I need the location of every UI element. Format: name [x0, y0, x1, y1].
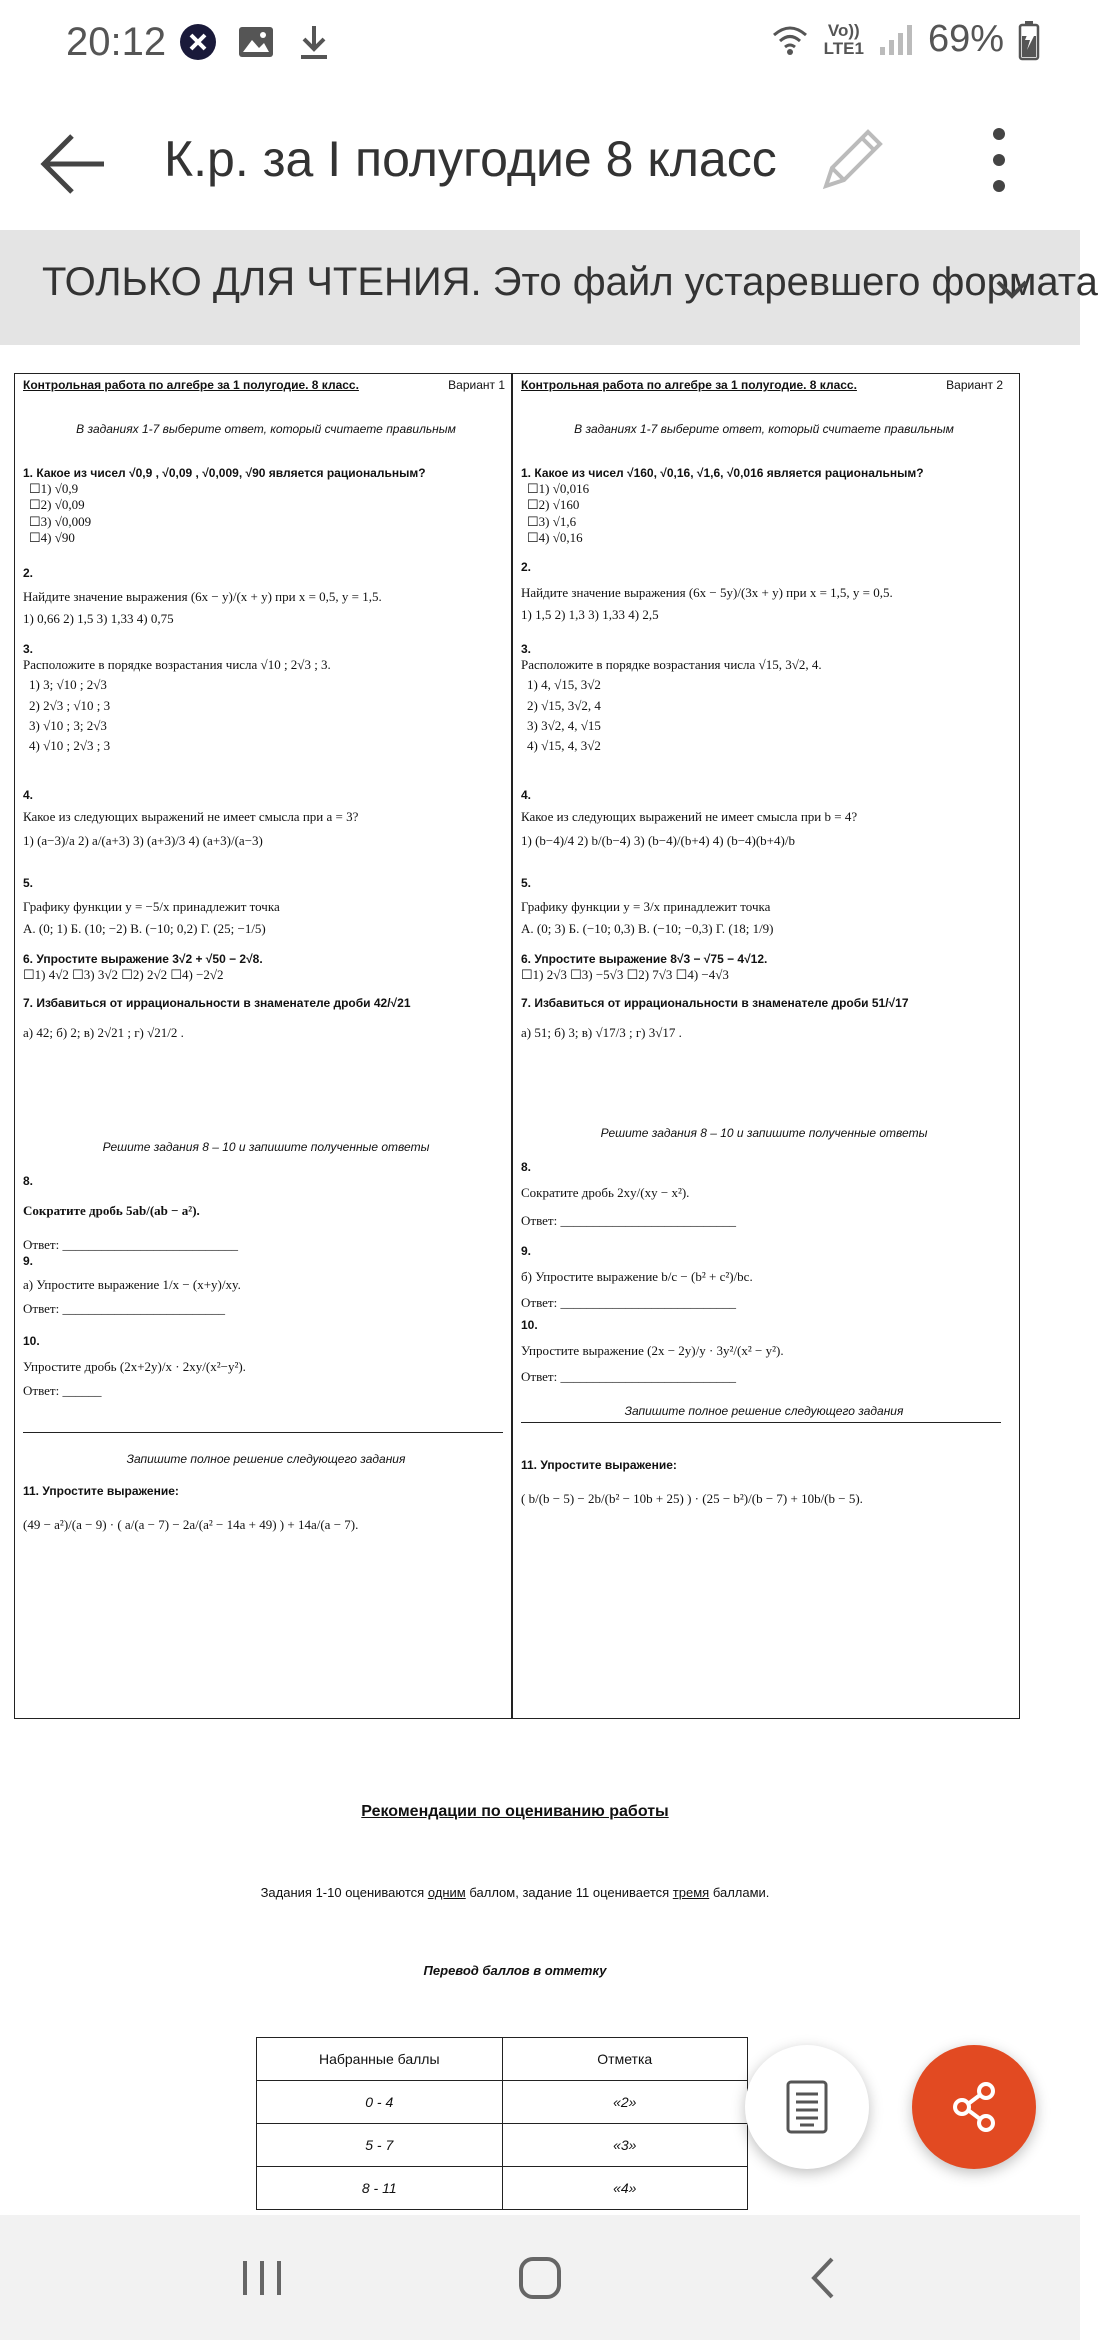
question-text: Графику функции y = −5/x принадлежит точка [23, 899, 280, 914]
more-vert-icon [964, 120, 1034, 200]
instruction: В заданиях 1-7 выберите ответ, который считаете правильным [574, 422, 954, 436]
variant-2-column [517, 374, 1011, 1718]
question-text: 6. Упростите выражение 8√3 − √75 − 4√12. [521, 952, 768, 966]
edit-button[interactable] [812, 120, 892, 200]
option: ☐4) √0,16 [527, 529, 583, 545]
wifi-icon [770, 23, 810, 57]
question-number: 10. [23, 1334, 40, 1348]
section-divider [23, 1432, 503, 1433]
recommendations-text [0, 1885, 1030, 1900]
question-11 [23, 1484, 509, 1533]
rec-text-part: тремя [672, 1885, 710, 1900]
recent-apps-icon [237, 2255, 287, 2301]
back-button[interactable] [36, 124, 116, 204]
question-text: 1. Какое из чисел √0,9 , √0,09 , √0,009, √90 является рациональным? [23, 466, 426, 480]
question-3 [521, 642, 1007, 754]
answer-line: Ответ: ___________________________ [521, 1369, 736, 1385]
question-text: 11. Упростите выражение: [521, 1458, 677, 1472]
question-4 [521, 788, 1007, 850]
option: 2) 2√3 ; √10 ; 3 [29, 697, 111, 713]
option: 4) √15, 4, 3√2 [527, 738, 601, 753]
variant-label: Вариант 2 [946, 378, 1003, 392]
recommendations-title: Рекомендации по оцениванию работы [361, 1803, 669, 1820]
options: 1) 0,66 2) 1,5 3) 1,33 4) 0,75 [23, 611, 174, 627]
question-text: Упростите выражение (2x − 2y)/y · 3y²/(x² − y²). [521, 1343, 784, 1358]
question-text: Какое из следующих выражений не имеет смысла при a = 3? [23, 809, 359, 824]
table-cell: 8 - 11 [257, 2167, 503, 2210]
table-row [257, 2167, 748, 2210]
status-right [770, 18, 1040, 61]
back-nav-button[interactable] [782, 2243, 862, 2313]
lte-label: LTE1 [823, 38, 864, 58]
table-header-row [257, 2038, 748, 2081]
question-text: Упростите дробь (2x+2y)/x · 2xy/(x²−y²). [23, 1359, 246, 1374]
option: 1) 3; √10 ; 2√3 [29, 677, 107, 693]
answer-line: Ответ: ______ [23, 1383, 102, 1399]
read-only-banner[interactable] [0, 230, 1098, 345]
question-8 [521, 1160, 1007, 1230]
question-3 [23, 642, 509, 754]
question-text: Сократите дробь 2xy/(xy − x²). [521, 1185, 690, 1200]
option: ☐2) √160 [527, 497, 580, 513]
question-text: а) Упростите выражение 1/x − (x+y)/xy. [23, 1277, 241, 1292]
back-nav-icon [802, 2253, 842, 2303]
question-text: 7. Избавиться от иррациональности в знаменателе дроби 51/√17 [521, 996, 909, 1010]
options: А. (0; 3) Б. (−10; 0,3) В. (−10; −0,3) Г. (18; 1/9) [521, 921, 774, 937]
chevron-down-icon [984, 260, 1040, 316]
test-sheet [14, 373, 1020, 1719]
grade-table [256, 2037, 748, 2210]
app-bar [0, 90, 1080, 230]
question-text: Найдите значение выражения (6x − y)/(x + y) при x = 0,5, y = 1,5. [23, 589, 382, 604]
expression: (49 − a²)/(a − 9) · ( a/(a − 7) − 2a/(a² − 14a + 49) ) + 14a/(a − 7). [23, 1517, 359, 1532]
question-5 [23, 876, 509, 938]
battery-percent: 69% [927, 18, 1004, 60]
status-bar [0, 0, 1080, 90]
recent-apps-button[interactable] [222, 2243, 302, 2313]
battery-icon [1018, 20, 1040, 60]
options: 1) (b−4)/4 2) b/(b−4) 3) (b−4)/(b+4) 4) (b−4)(b+4)/b [521, 833, 795, 849]
option: ☐3) √0,009 [29, 513, 92, 529]
options: 1) (a−3)/a 2) a/(a+3) 3) (a+3)/3 4) (a+3)/(a−3) [23, 833, 263, 849]
question-10 [521, 1318, 1007, 1386]
question-text: Сократите дробь 5ab/(ab − a²). [23, 1203, 200, 1218]
arrow-back-icon [36, 124, 116, 204]
rec-text-part: баллами. [709, 1885, 770, 1900]
read-only-text: ТОЛЬКО ДЛЯ ЧТЕНИЯ. Это файл устаревшего формата [42, 260, 1098, 304]
notification-icons [178, 22, 334, 62]
question-number: 9. [521, 1244, 532, 1258]
answer-line: Ответ: ___________________________ [521, 1295, 736, 1311]
variant-label: Вариант 1 [448, 378, 505, 392]
image-icon [236, 22, 276, 62]
question-1 [521, 466, 1007, 546]
rec-text-part: Задания 1-10 оцениваются [260, 1885, 428, 1900]
header-title: Контрольная работа по алгебре за 1 полугодие. 8 класс. [521, 378, 857, 392]
pencil-icon [812, 120, 892, 200]
question-text: 7. Избавиться от иррациональности в знаменателе дроби 42/√21 [23, 996, 411, 1010]
rec-text-part: баллом, задание 11 оценивается [465, 1885, 673, 1900]
system-nav-bar [0, 2215, 1080, 2340]
question-9 [521, 1244, 1007, 1312]
question-7 [23, 996, 509, 1041]
question-number: 4. [521, 788, 532, 802]
view-mode-button[interactable] [745, 2045, 869, 2169]
question-number: 2. [23, 566, 34, 580]
option: ☐1) √0,016 [527, 481, 590, 496]
document-viewer[interactable] [0, 345, 1080, 2215]
question-text: 6. Упростите выражение 3√2 + √50 − 2√8. [23, 952, 263, 966]
question-7 [521, 996, 1007, 1041]
question-4 [23, 788, 509, 850]
variant-1-header [23, 378, 509, 393]
variant-2-header [521, 378, 1007, 393]
question-6 [23, 952, 509, 983]
question-text: 1. Какое из чисел √160, √0,16, √1,6, √0,016 является рациональным? [521, 466, 924, 480]
question-number: 8. [521, 1160, 532, 1174]
share-button[interactable] [912, 2045, 1036, 2169]
option: 3) √10 ; 3; 2√3 [29, 717, 107, 733]
question-text: б) Упростите выражение b/c − (b² + c²)/bc. [521, 1269, 753, 1284]
header-title: Контрольная работа по алгебре за 1 полугодие. 8 класс. [23, 378, 359, 392]
table-cell: 5 - 7 [257, 2124, 503, 2167]
conversion-title: Перевод баллов в отметку [423, 1963, 607, 1978]
network-label [824, 22, 864, 58]
option: 2) √15, 3√2, 4 [527, 697, 601, 713]
question-9 [23, 1254, 509, 1318]
table-cell: 0 - 4 [257, 2081, 503, 2124]
home-button[interactable] [500, 2243, 580, 2313]
table-cell: «4» [502, 2167, 748, 2210]
question-8 [23, 1174, 509, 1254]
instruction-3: Запишите полное решение следующего задания [624, 1404, 904, 1418]
answer-line: Ответ: ___________________________ [23, 1237, 238, 1253]
instruction: В заданиях 1-7 выберите ответ, который считаете правильным [76, 422, 456, 436]
option: 4) √10 ; 2√3 ; 3 [29, 738, 111, 753]
document-icon [785, 2079, 829, 2135]
option: ☐1) √0,9 [29, 481, 79, 496]
volte-label: Vo)) [827, 20, 860, 40]
question-2 [23, 566, 509, 628]
question-text: Расположите в порядке возрастания числа √10 ; 2√3 ; 3. [23, 657, 331, 672]
expression: ( b/(b − 5) − 2b/(b² − 10b + 25) ) · (25 − b²)/(b − 7) + 10b/(b − 5). [521, 1491, 863, 1506]
status-time: 20:12 [66, 20, 167, 64]
question-text: Расположите в порядке возрастания числа √15, 3√2, 4. [521, 657, 822, 672]
options: ☐1) 4√2 ☐3) 3√2 ☐2) 2√2 ☐4) −2√2 [23, 967, 224, 982]
question-11 [521, 1458, 1007, 1507]
options: А. (0; 1) Б. (10; −2) В. (−10; 0,2) Г. (25; −1/5) [23, 921, 266, 937]
app-notification-icon [178, 22, 218, 62]
home-icon [515, 2253, 565, 2303]
banner-expand-button[interactable] [984, 260, 1040, 316]
question-number: 8. [23, 1174, 34, 1188]
question-number: 9. [23, 1254, 34, 1268]
variant-1-column [19, 374, 513, 1718]
instruction-3: Запишите полное решение следующего задания [126, 1452, 406, 1466]
instruction-2: Решите задания 8 – 10 и запишите полученные ответы [600, 1126, 928, 1140]
signal-icon [878, 23, 914, 57]
question-5 [521, 876, 1007, 938]
question-text: Графику функции y = 3/x принадлежит точка [521, 899, 771, 914]
question-number: 5. [23, 876, 34, 890]
share-icon [944, 2077, 1004, 2137]
table-cell: «3» [502, 2124, 748, 2167]
table-row [257, 2124, 748, 2167]
option: ☐3) √1,6 [527, 513, 577, 529]
question-number: 3. [23, 642, 34, 656]
section-divider [521, 1422, 1001, 1423]
options: ☐1) 2√3 ☐3) −5√3 ☐2) 7√3 ☐4) −4√3 [521, 967, 729, 982]
download-icon [294, 22, 334, 62]
answer-line: Ответ: _________________________ [23, 1301, 225, 1317]
question-text: Найдите значение выражения (6x − 5y)/(3x + y) при x = 1,5, y = 0,5. [521, 585, 893, 600]
table-header: Набранные баллы [257, 2038, 503, 2081]
options: 1) 1,5 2) 1,3 3) 1,33 4) 2,5 [521, 607, 659, 623]
option: ☐2) √0,09 [29, 497, 85, 513]
question-number: 5. [521, 876, 532, 890]
question-text: 11. Упростите выражение: [23, 1484, 179, 1498]
table-row [257, 2081, 748, 2124]
options: а) 51; б) 3; в) √17/3 ; г) 3√17 . [521, 1025, 682, 1040]
rec-text-part: одним [427, 1885, 466, 1900]
question-number: 2. [521, 560, 532, 574]
question-number: 4. [23, 788, 34, 802]
options: а) 42; б) 2; в) 2√21 ; г) √21/2 . [23, 1025, 184, 1040]
option: 3) 3√2, 4, √15 [527, 717, 601, 733]
option: ☐4) √90 [29, 529, 75, 545]
table-header: Отметка [502, 2038, 748, 2081]
document-title: К.р. за I полугодие 8 класс [164, 131, 777, 187]
question-text: Какое из следующих выражений не имеет смысла при b = 4? [521, 809, 858, 824]
option: 1) 4, √15, 3√2 [527, 677, 601, 693]
table-cell: «2» [502, 2081, 748, 2124]
question-10 [23, 1334, 509, 1400]
question-6 [521, 952, 1007, 983]
question-2 [521, 560, 1007, 624]
answer-line: Ответ: ___________________________ [521, 1213, 736, 1229]
more-options-button[interactable] [964, 120, 1034, 200]
question-number: 10. [521, 1318, 538, 1332]
instruction-2: Решите задания 8 – 10 и запишите полученные ответы [102, 1140, 430, 1154]
question-number: 3. [521, 642, 532, 656]
question-1 [23, 466, 509, 546]
